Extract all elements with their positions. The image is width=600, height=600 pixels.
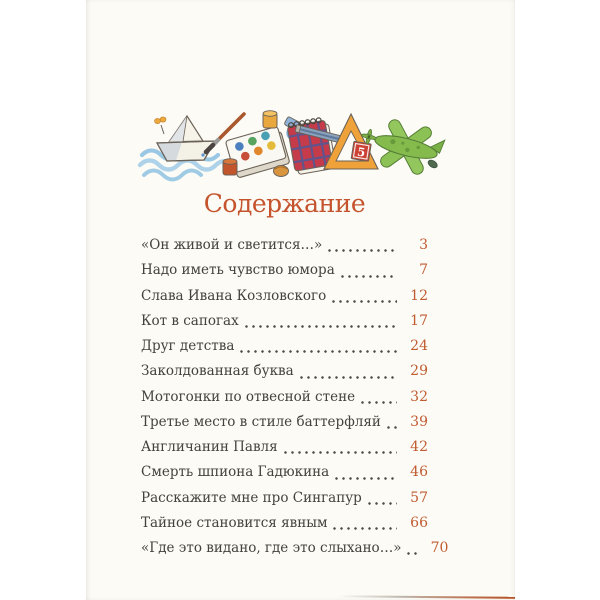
toc-entry-page-number: 7	[419, 262, 428, 279]
toc-entry-title: «Где это видано, где это слыхано…»	[141, 540, 402, 556]
toc-entry-page-number: 70	[430, 540, 449, 556]
toc-entry	[141, 410, 428, 435]
toc-entry-page-number: 66	[410, 514, 428, 531]
toc-entry	[141, 460, 428, 485]
page-title: Содержание	[203, 189, 366, 218]
dot-leader	[328, 249, 397, 252]
toc-entry-title: Тайное становится явным	[141, 514, 328, 531]
dot-leader	[332, 300, 397, 303]
dot-leader	[300, 376, 397, 379]
toc-entry-title: Слава Ивана Козловского	[141, 287, 327, 304]
toc-entry	[141, 334, 428, 359]
toc-entry-title: Англичанин Павля	[141, 439, 278, 455]
book-cover-edge	[338, 595, 515, 599]
toc-entry-title: Друг детства	[141, 338, 235, 354]
book-page	[86, 0, 515, 600]
dot-leader	[361, 401, 397, 404]
dot-leader	[333, 527, 397, 530]
butterfly-icon	[155, 117, 167, 134]
toc-entry-title: Надо иметь чувство юмора	[141, 262, 335, 279]
walnut-icon	[274, 166, 289, 177]
toc-entry-page-number: 24	[410, 338, 428, 354]
toc-entry-title: Расскажите мне про Сингапур	[141, 489, 362, 506]
toc-entry	[141, 359, 428, 384]
toc-entry	[141, 309, 428, 334]
toc-entry-title: Третье место в стиле баттерфляй	[141, 413, 381, 430]
dot-leader	[245, 325, 397, 328]
toc-entry-page-number: 12	[410, 287, 428, 304]
dot-leader	[240, 350, 397, 353]
toc-entry-title: Смерть шпиона Гадюкина	[141, 464, 330, 481]
dot-leader	[368, 502, 397, 505]
dot-leader	[284, 451, 397, 454]
toc-entry	[141, 284, 428, 309]
toc-entry-page-number: 39	[410, 413, 428, 430]
grade-five-label: 5	[356, 144, 367, 160]
toc-entry	[141, 486, 428, 511]
dot-leader	[335, 477, 397, 480]
paint-jar-red-icon	[223, 159, 237, 175]
toc-entry-page-number: 46	[410, 464, 428, 481]
table-of-contents	[141, 233, 449, 561]
toc-entry	[141, 233, 428, 258]
toc-entry-title: «Он живой и светится…»	[141, 237, 323, 253]
toc-entry-page-number: 32	[410, 388, 428, 405]
grade-five-card-icon	[351, 141, 371, 161]
toc-entry	[141, 258, 428, 283]
toc-entry	[141, 435, 428, 460]
toc-entry-page-number: 3	[419, 237, 428, 253]
toc-entry	[141, 536, 449, 561]
toc-entry	[141, 385, 428, 410]
toc-entry-title: Кот в сапогах	[141, 312, 239, 329]
toc-entry	[141, 511, 428, 536]
toc-entry-page-number: 29	[410, 363, 428, 380]
toc-entry-page-number: 42	[410, 439, 428, 455]
dot-leader	[341, 275, 397, 278]
toc-entry-title: Заколдованная буква	[141, 363, 294, 380]
dot-leader	[407, 552, 417, 555]
header-illustration	[140, 106, 440, 191]
toc-entry-page-number: 17	[410, 312, 428, 329]
paint-jar-yellow-icon	[263, 111, 277, 128]
toc-entry-title: Мотогонки по отвесной стене	[141, 388, 356, 405]
dot-leader	[387, 426, 397, 429]
triangle-ruler-icon	[324, 114, 378, 169]
toc-entry-page-number: 57	[410, 489, 428, 506]
